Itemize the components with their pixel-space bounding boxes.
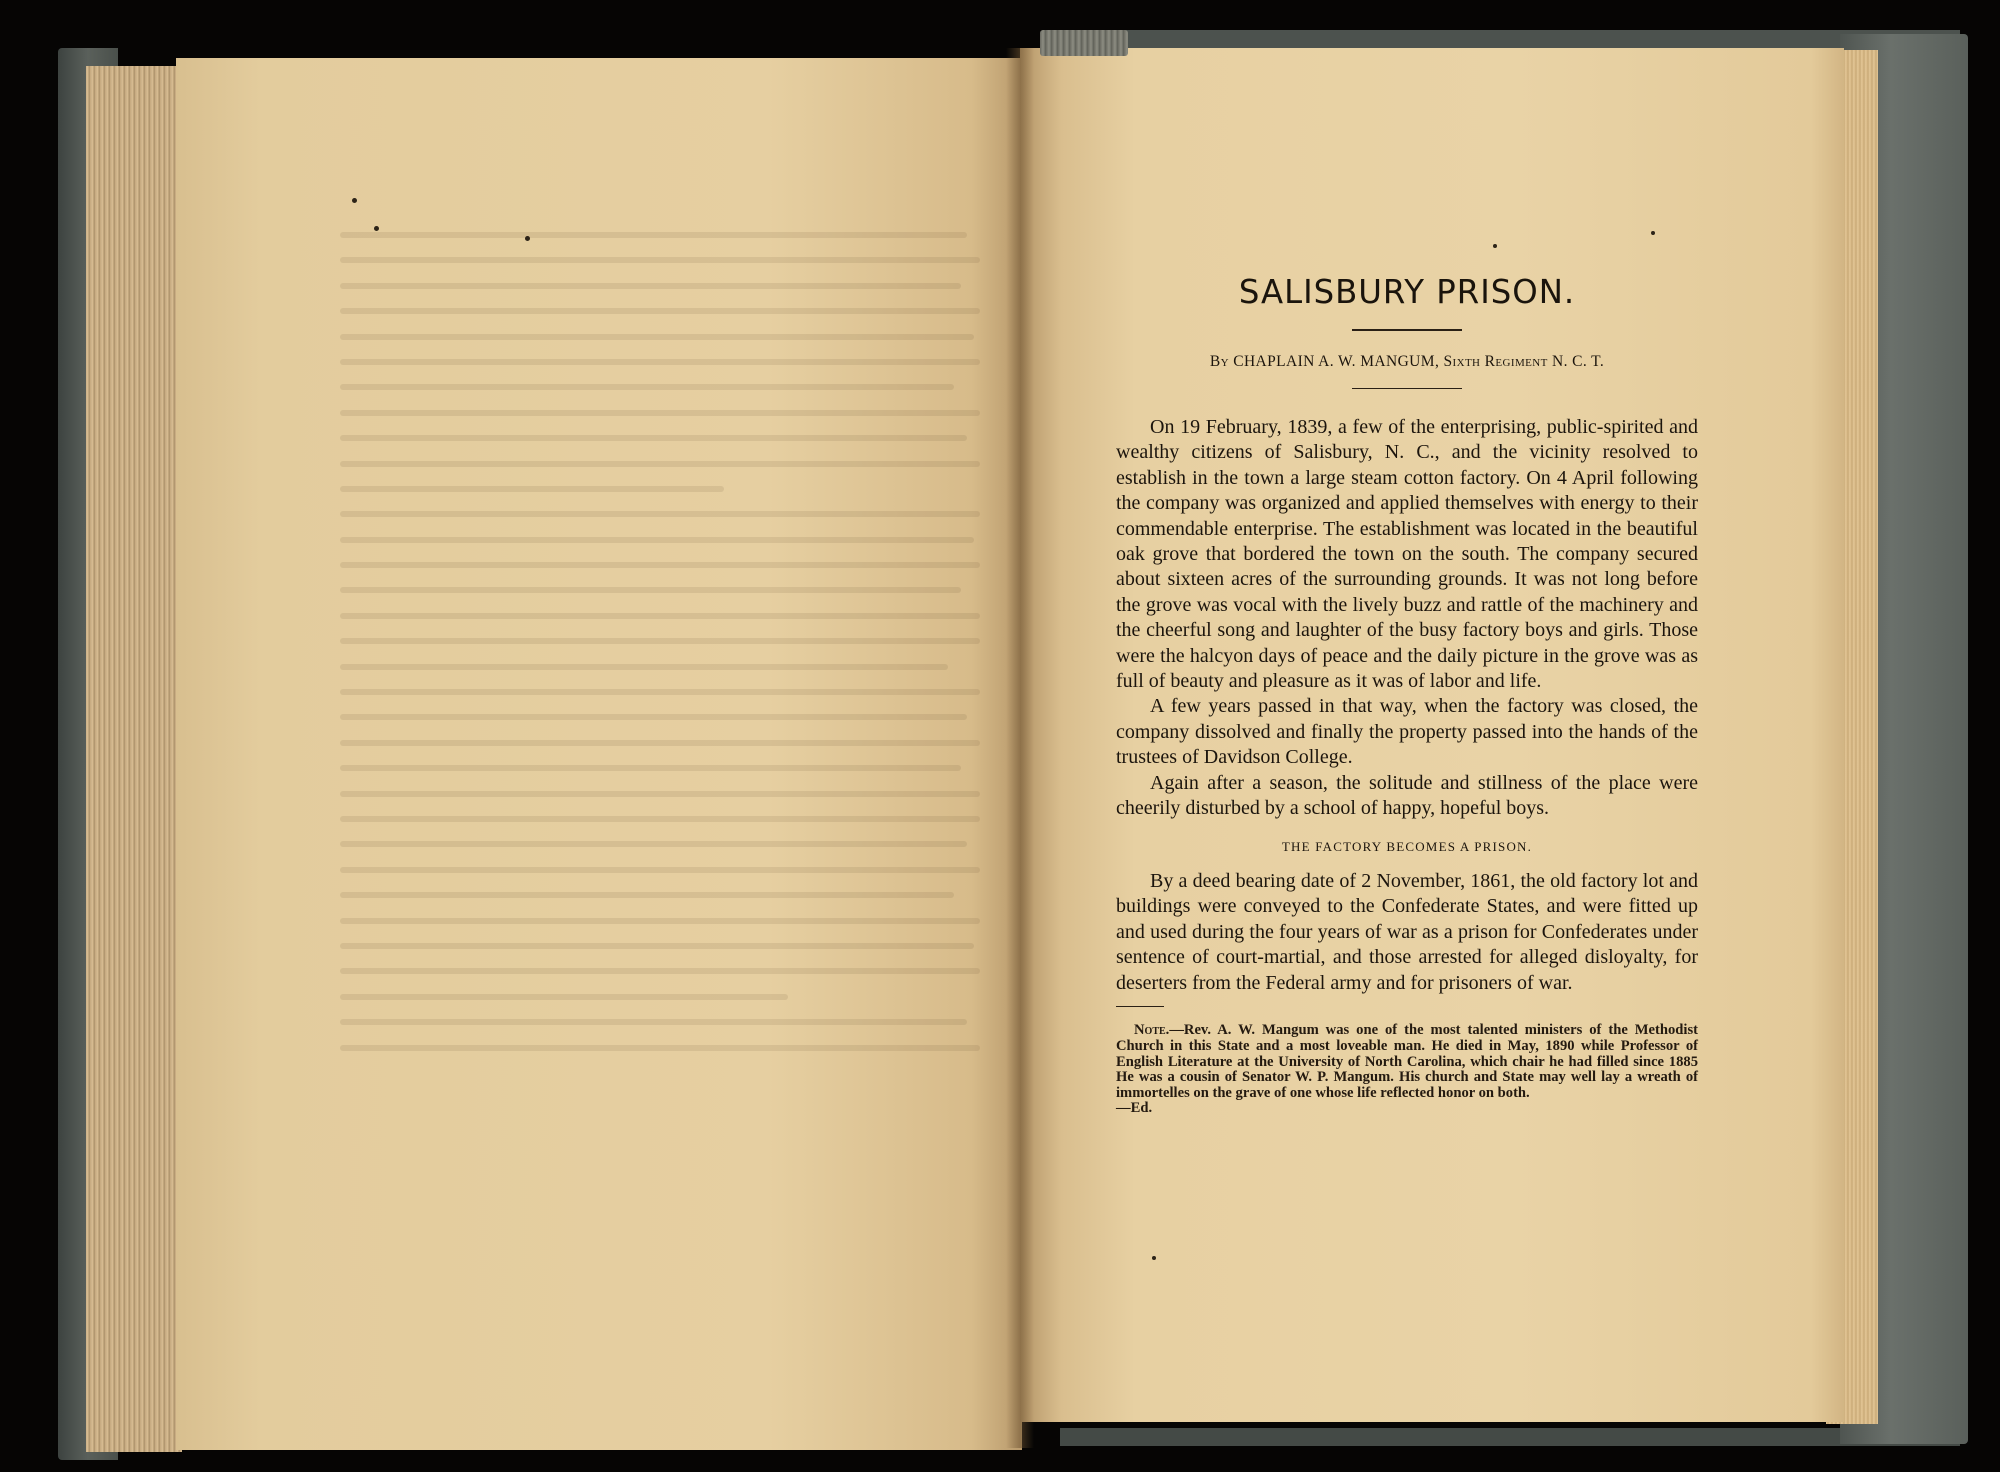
- byline-prefix: By: [1209, 352, 1229, 370]
- paragraph: A few years passed in that way, when the factory was closed, the company dissolved and finally the property passed into the hands of the trustees of Davidson College.: [1116, 695, 1698, 769]
- page-stack-left: [86, 66, 182, 1452]
- paragraph: Again after a season, the solitude and stillness of the place were cheerily disturbed by a school of happy, hopeful boys.: [1116, 771, 1698, 820]
- show-through-text: [340, 232, 980, 1092]
- page-speck: [374, 226, 379, 231]
- page-speck: [352, 198, 357, 203]
- spine-headband: [1040, 30, 1128, 56]
- title-rule: [1352, 329, 1462, 331]
- article: [1116, 262, 1698, 1117]
- page-speck: [1651, 231, 1655, 235]
- footnote-signature: —Ed.: [1116, 1100, 1153, 1117]
- page-title: SALISBURY PRISON.: [1238, 272, 1576, 311]
- byline-unit: N. C. T.: [1552, 352, 1605, 370]
- section-heading: THE FACTORY BECOMES A PRISON.: [1281, 838, 1533, 854]
- byline-author: CHAPLAIN A. W. MANGUM,: [1233, 352, 1440, 370]
- footnote-text: —Rev. A. W. Mangum was one of the most talented ministers of the Methodist Church in this State and a most loveable man. He died in May, 1890 while Professor of English Literature at the University of North Carolina, which chair he had filled since 1885 He was a cousin of Senator W. P. Mangum. His church and State may well lay a wreath of immortelles on the grave of one whose life reflected honor on both.: [1116, 1022, 1698, 1101]
- page-speck: [1152, 1256, 1156, 1260]
- paragraph: By a deed bearing date of 2 November, 1861, the old factory lot and buildings were conveyed to the Confederate States, and were fitted up and used during the four years of war as a prison for Confederates under sentence of court-martial, and those arrested for alleged disloyalty, for deserters from the Federal army and for prisoners of war.: [1116, 869, 1698, 994]
- byline: [1116, 353, 1698, 371]
- byline-regiment: Sixth Regiment: [1443, 352, 1548, 370]
- byline-rule: [1352, 388, 1462, 390]
- footnote: [1116, 1023, 1698, 1117]
- footnote-rule: [1116, 1006, 1164, 1008]
- book-gutter: [1006, 48, 1034, 1448]
- page-speck: [525, 236, 530, 241]
- paragraph: On 19 February, 1839, a few of the enterprising, public-spirited and wealthy citizens of Salisbury, N. C., and the vicinity resolved to establish in the town a large steam cotton factory. On 4 April following the company was organized and applied themselves with energy to their commendable enterprise. The establishment was located in the beautiful oak grove that bordered the town on the south. The company secured about sixteen acres of the surrounding grounds. It was not long before the grove was vocal with the lively buzz and rattle of the machinery and the cheerful song and laughter of the busy factory boys and girls. Those were the halcyon days of peace and the daily picture in the grove was as full of beauty and pleasure as it was of labor and life.: [1116, 416, 1698, 693]
- page-speck: [1493, 244, 1497, 248]
- article-body: [1116, 415, 1698, 996]
- book-cover-bottom-edge: [1060, 1428, 1960, 1446]
- footnote-label: Note.: [1134, 1022, 1170, 1039]
